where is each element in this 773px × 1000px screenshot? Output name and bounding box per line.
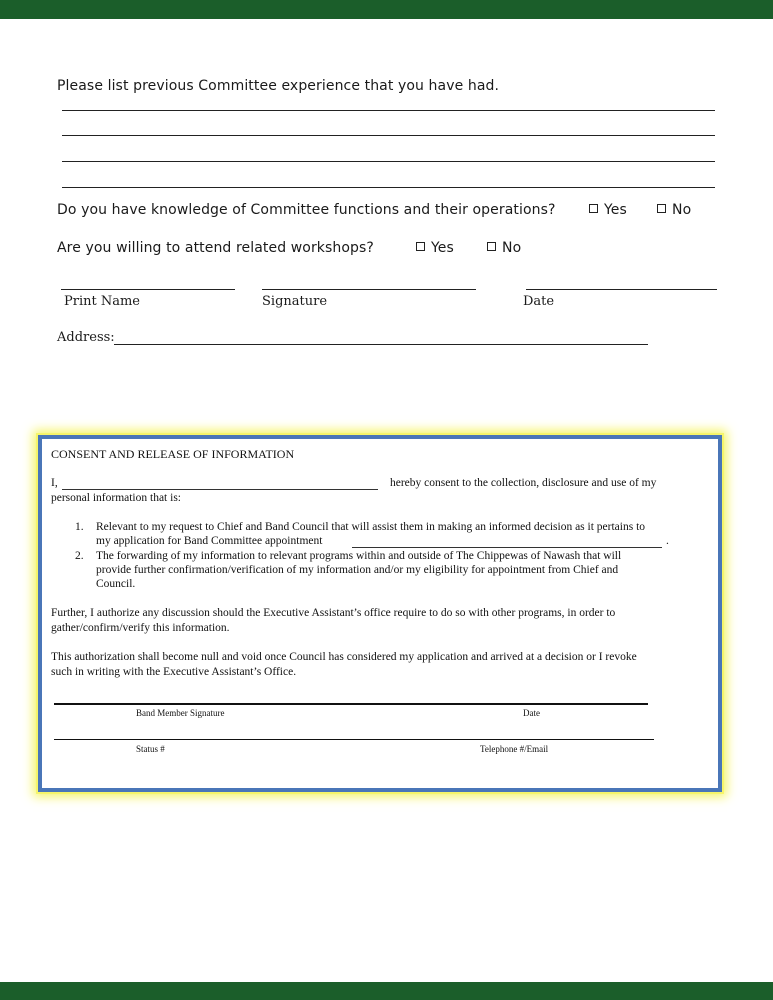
status-label: Status #	[136, 744, 165, 754]
telephone-email-label: Telephone #/Email	[480, 744, 549, 754]
experience-line-1[interactable]	[62, 110, 715, 111]
status-telephone-line[interactable]	[54, 739, 654, 740]
workshops-yes-option[interactable]	[416, 240, 454, 256]
para1-line1: Further, I authorize any discussion should the Executive Assistant’s office require to do so with other programs, in order to	[51, 607, 616, 619]
workshops-no-option[interactable]	[487, 240, 521, 256]
band-member-signature-line[interactable]	[54, 703, 648, 705]
knowledge-question: Do you have knowledge of Committee functions and their operations?	[57, 202, 556, 218]
experience-line-2[interactable]	[62, 135, 715, 136]
checkbox-icon[interactable]	[416, 242, 425, 251]
knowledge-no-label: No	[672, 202, 692, 218]
date-label: Date	[523, 294, 555, 309]
item2-line2: provide further confirmation/verification of my information and/or my eligibility for appointment from Chief and	[96, 564, 619, 576]
committee-appointment-line[interactable]	[352, 547, 662, 548]
item2-number: 2.	[75, 550, 84, 562]
item2-line1: The forwarding of my information to relevant programs within and outside of The Chippewas of Nawash that will	[96, 550, 622, 562]
para2-line2: such in writing with the Executive Assistant’s Office.	[51, 666, 297, 678]
committee-experience-prompt: Please list previous Committee experience that you have had.	[57, 78, 500, 94]
knowledge-no-option[interactable]	[657, 202, 691, 218]
checkbox-icon[interactable]	[589, 204, 598, 213]
signature-line[interactable]	[262, 289, 476, 290]
header-bar	[0, 0, 773, 19]
print-name-line[interactable]	[61, 289, 235, 290]
item1-end: .	[666, 535, 669, 547]
item1-number: 1.	[75, 521, 84, 533]
footer-bar	[0, 982, 773, 1000]
checkbox-icon[interactable]	[657, 204, 666, 213]
para2-line1: This authorization shall become null and void once Council has considered my application and arrived at a decision or I revoke	[51, 651, 637, 663]
consent-heading: CONSENT AND RELEASE OF INFORMATION	[51, 447, 295, 461]
workshops-no-label: No	[502, 240, 522, 256]
consent-intro-prefix: I,	[51, 477, 58, 489]
experience-line-4[interactable]	[62, 187, 715, 188]
print-name-label: Print Name	[64, 294, 140, 309]
para1-line2: gather/confirm/verify this information.	[51, 622, 230, 634]
address-line[interactable]	[114, 344, 648, 345]
consent-date-label: Date	[523, 708, 540, 718]
consent-name-line[interactable]	[62, 489, 378, 490]
consent-intro-line2: personal information that is:	[51, 492, 181, 504]
knowledge-yes-option[interactable]	[589, 202, 627, 218]
item1-line1: Relevant to my request to Chief and Band Council that will assist them in making an informed decision as it pertains to	[96, 521, 646, 533]
consent-release-box	[38, 435, 722, 792]
knowledge-yes-label: Yes	[604, 202, 627, 218]
item1-line2: my application for Band Committee appointment	[96, 535, 323, 547]
checkbox-icon[interactable]	[487, 242, 496, 251]
workshops-yes-label: Yes	[431, 240, 454, 256]
signature-label: Signature	[262, 294, 328, 309]
consent-intro-suffix: hereby consent to the collection, disclosure and use of my	[390, 477, 657, 489]
workshops-question: Are you willing to attend related workshops?	[57, 240, 374, 256]
experience-line-3[interactable]	[62, 161, 715, 162]
band-member-signature-label: Band Member Signature	[136, 708, 225, 718]
date-line[interactable]	[526, 289, 717, 290]
address-label: Address:	[57, 330, 115, 345]
item2-line3: Council.	[96, 578, 136, 590]
